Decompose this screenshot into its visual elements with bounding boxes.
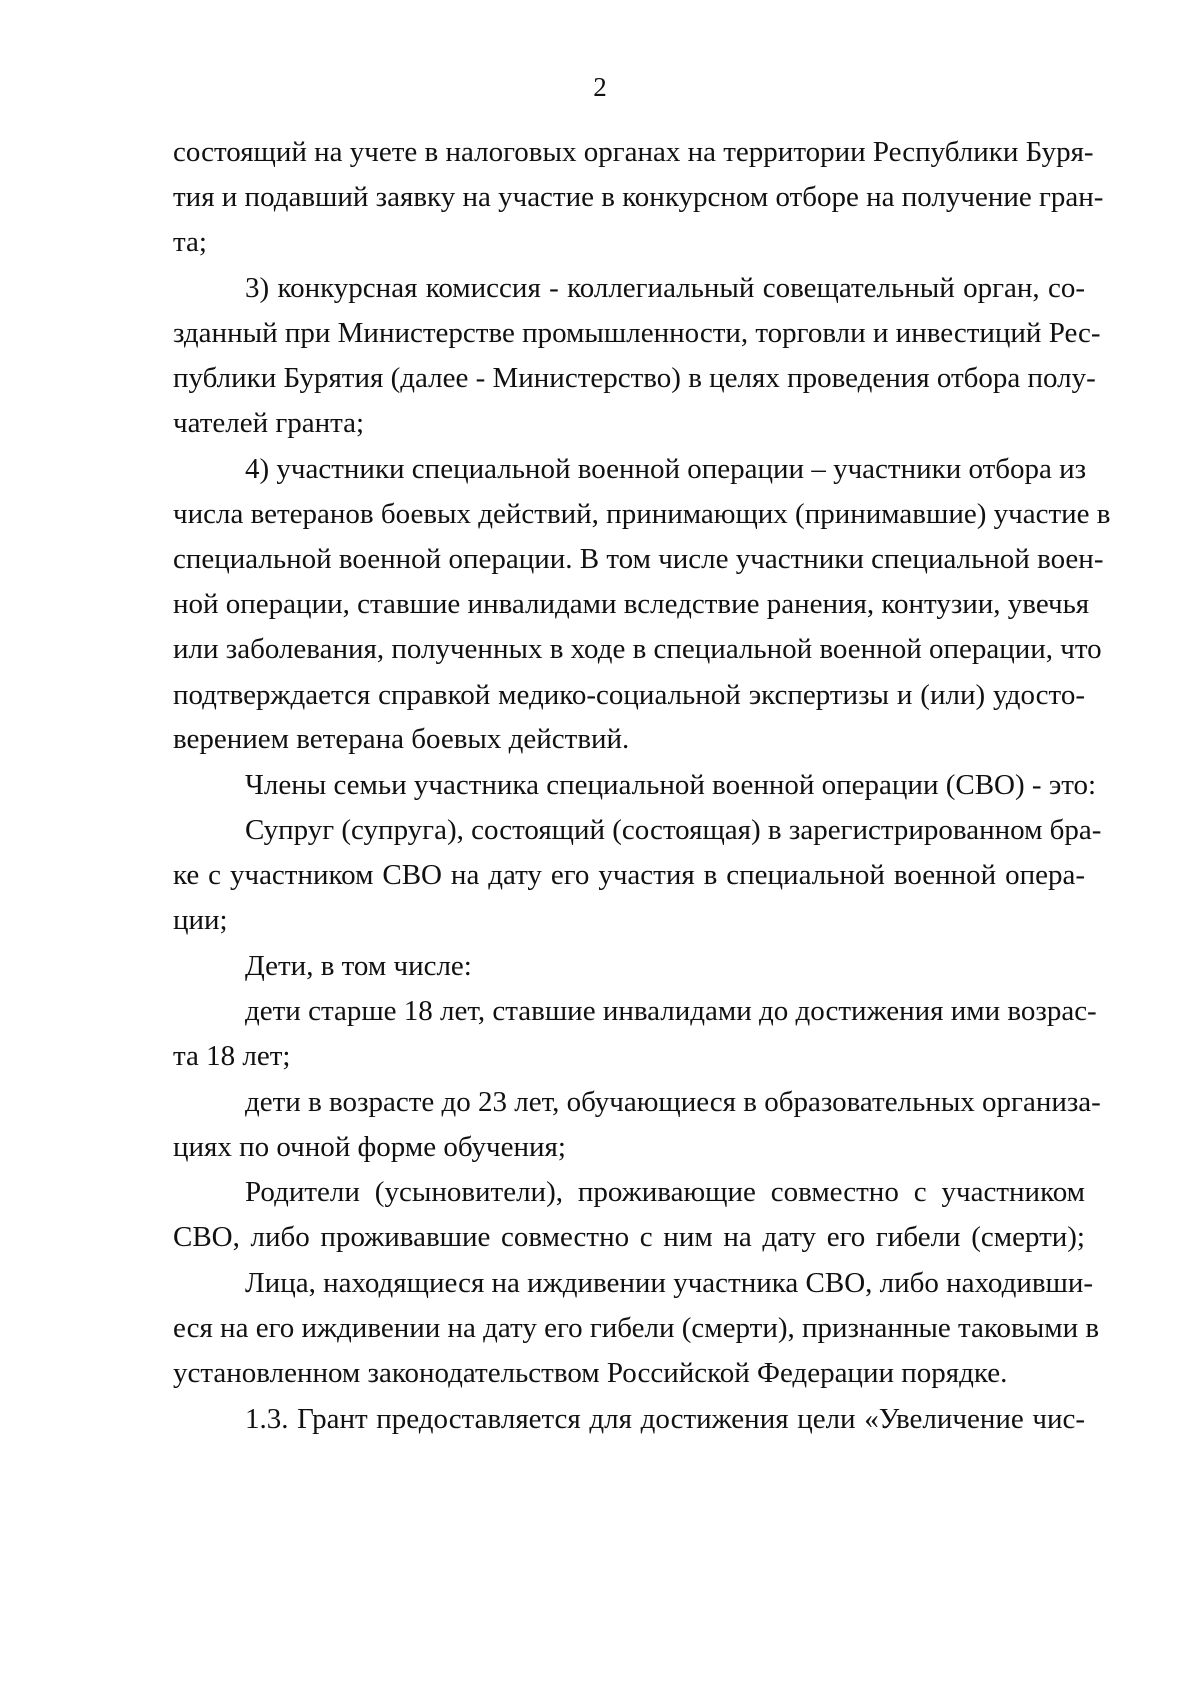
text-line: или заболевания, полученных в ходе в специальной военной операции, что xyxy=(173,633,1102,665)
text-line: публики Бурятия (далее - Министерство) в целях проведения отбора полу- xyxy=(173,362,1096,394)
text-line: дети в возрасте до 23 лет, обучающиеся в образовательных организа- xyxy=(245,1086,1101,1118)
text-line: ной операции, ставшие инвалидами вследствие ранения, контузии, увечья xyxy=(173,588,1090,620)
text-line: Члены семьи участника специальной военной операции (СВО) - это: xyxy=(245,769,1097,801)
text-line: Родители (усыновители), проживающие совместно с участником xyxy=(245,1176,1085,1208)
text-line: подтверждается справкой медико-социальной экспертизы и (или) удосто- xyxy=(173,679,1085,711)
text-line: верением ветерана боевых действий. xyxy=(173,723,630,755)
text-line: дети старше 18 лет, ставшие инвалидами до достижения ими возрас- xyxy=(245,995,1097,1027)
text-line: ке с участником СВО на дату его участия в специальной военной опера- xyxy=(173,859,1085,891)
text-line: Дети, в том числе: xyxy=(245,950,472,982)
text-line: СВО, либо проживавшие совместно с ним на дату его гибели (смерти); xyxy=(173,1221,1085,1253)
text-line: Лица, находящиеся на иждивении участника СВО, либо находивши- xyxy=(245,1267,1094,1299)
text-line: та; xyxy=(173,226,207,258)
text-line: установленном законодательством Российской Федерации порядке. xyxy=(173,1357,1008,1389)
text-line: та 18 лет; xyxy=(173,1040,291,1072)
text-line: 1.3. Грант предоставляется для достижения цели «Увеличение чис- xyxy=(245,1403,1085,1435)
text-line: числа ветеранов боевых действий, принимающих (принимавшие) участие в xyxy=(173,498,1111,530)
text-line: Супруг (супруга), состоящий (состоящая) в зарегистрированном бра- xyxy=(245,814,1102,846)
text-line: зданный при Министерстве промышленности, торговли и инвестиций Рес- xyxy=(173,317,1101,349)
text-line: 4) участники специальной военной операции – участники отбора из xyxy=(245,453,1087,485)
text-line: тия и подавший заявку на участие в конкурсном отборе на получение гран- xyxy=(173,181,1104,213)
page-number: 2 xyxy=(593,72,607,102)
text-line: ции; xyxy=(173,904,228,936)
text-line: специальной военной операции. В том числе участники специальной воен- xyxy=(173,543,1104,575)
text-line: состоящий на учете в налоговых органах на территории Республики Буря- xyxy=(173,136,1094,168)
text-line: чателей гранта; xyxy=(173,407,365,439)
text-line: циях по очной форме обучения; xyxy=(173,1131,566,1163)
text-line: 3) конкурсная комиссия - коллегиальный совещательный орган, со- xyxy=(245,272,1085,304)
text-line: еся на его иждивении на дату его гибели (смерти), признанные таковыми в xyxy=(173,1312,1100,1344)
